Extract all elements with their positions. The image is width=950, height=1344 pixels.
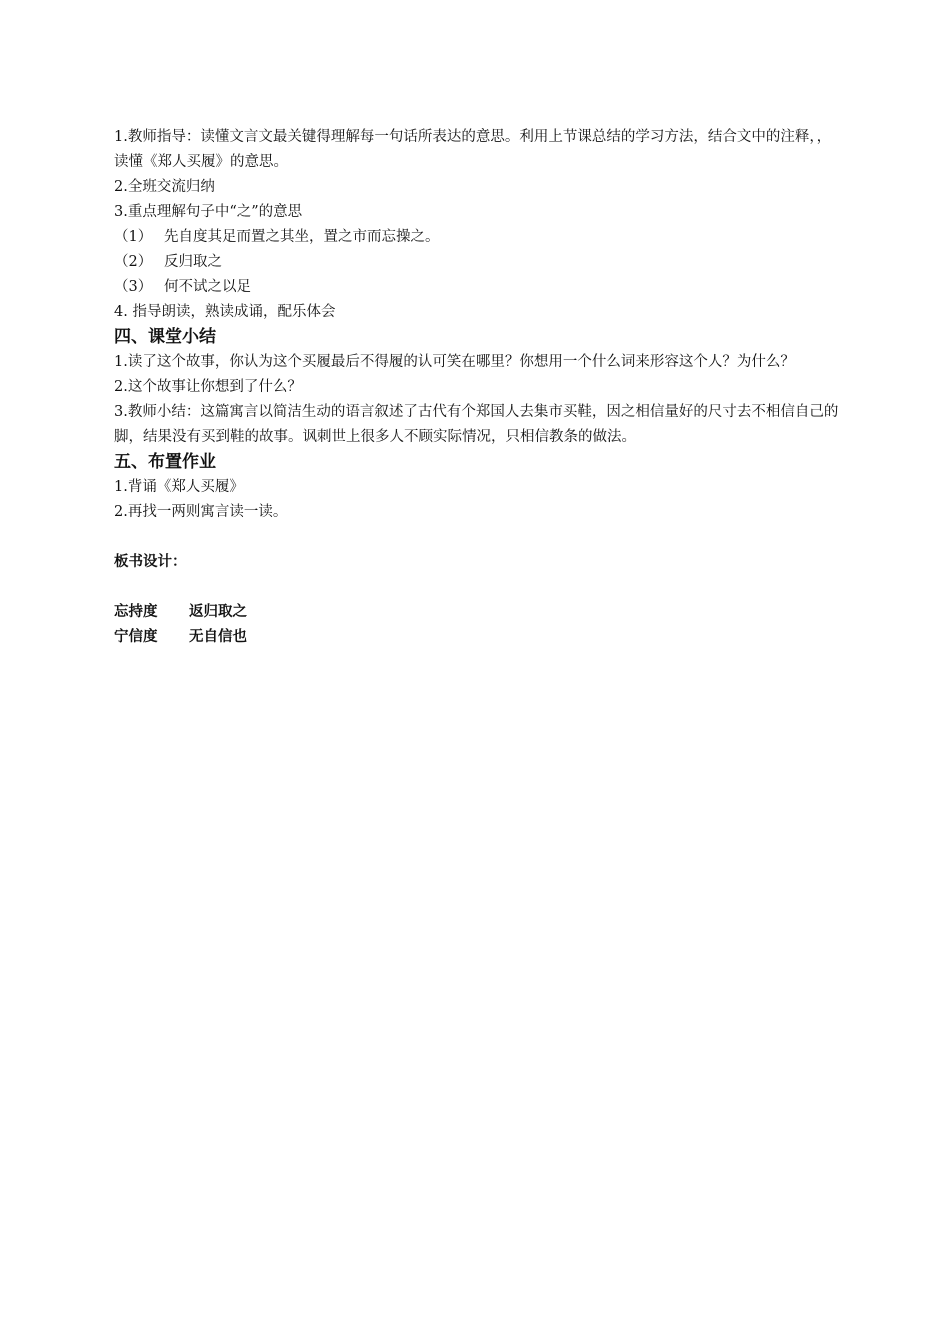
board-right-cell: 无自信也 xyxy=(189,629,247,645)
summary-item-3: 3.教师小结：这篇寓言以简洁生动的语言叙述了古代有个郑国人去集市买鞋，因之相信量好的尺寸去不相信自己的脚，结果没有买到鞋的故事。讽刺世上很多人不顾实际情况，只相信教条的做法。 xyxy=(114,404,839,445)
board-row-2 xyxy=(114,625,844,650)
board-left-cell: 宁信度 xyxy=(114,629,158,645)
homework-item-1: 1.背诵《郑人买履》 xyxy=(114,479,244,495)
spacer xyxy=(114,575,844,600)
sub-item-1 xyxy=(114,225,844,250)
board-row-1 xyxy=(114,600,844,625)
step-item-2: 2.全班交流归纳 xyxy=(114,179,215,195)
sub-item-3 xyxy=(114,275,844,300)
summary-item-1: 1.读了这个故事，你认为这个买履最后不得履的认可笑在哪里？你想用一个什么词来形容这个人？为什么？ xyxy=(114,354,795,370)
step-item-1: 1.教师指导：读懂文言文最关键得理解每一句话所表达的意思。利用上节课总结的学习方法，结合文中的注释，，读懂《郑人买履》的意思。 xyxy=(114,129,832,170)
sub-item-number: （1） xyxy=(114,229,153,245)
sub-item-text: 何不试之以足 xyxy=(164,279,251,295)
board-left-cell: 忘持度 xyxy=(114,604,158,620)
summary-item-2: 2.这个故事让你想到了什么？ xyxy=(114,379,302,395)
sub-item-2 xyxy=(114,250,844,275)
sub-item-text: 反归取之 xyxy=(164,254,222,270)
board-design-title: 板书设计： xyxy=(114,554,187,570)
section-heading-summary: 四、课堂小结 xyxy=(114,327,216,347)
section-heading-homework: 五、布置作业 xyxy=(114,452,216,472)
sub-item-text: 先自度其足而置之其坐，置之市而忘操之。 xyxy=(164,229,440,245)
step-item-4: 4. 指导朗读，熟读成诵，配乐体会 xyxy=(114,304,336,320)
board-right-cell: 返归取之 xyxy=(189,604,247,620)
spacer xyxy=(114,525,844,550)
step-item-3: 3.重点理解句子中“之”的意思 xyxy=(114,204,303,220)
document-page xyxy=(114,125,844,650)
sub-item-number: （3） xyxy=(114,279,153,295)
homework-item-2: 2.再找一两则寓言读一读。 xyxy=(114,504,288,520)
sub-item-number: （2） xyxy=(114,254,153,270)
